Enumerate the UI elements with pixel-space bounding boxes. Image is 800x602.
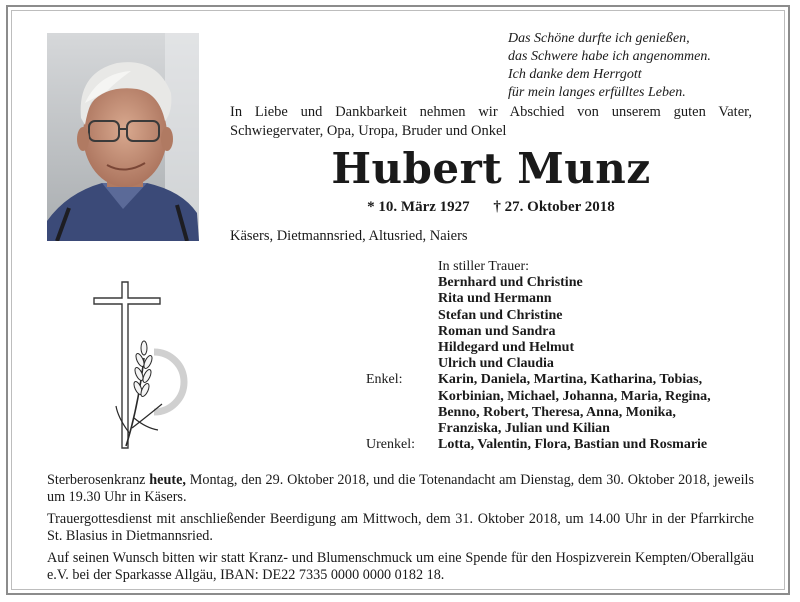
death-date: † 27. Oktober 2018 (493, 199, 615, 215)
child-row (366, 275, 776, 291)
mourners-heading-row (366, 259, 776, 275)
child-row (366, 340, 776, 356)
child-couple: Bernhard und Christine (438, 275, 583, 291)
child-couple: Hildegard und Helmut (438, 340, 575, 356)
enkel-names: Benno, Robert, Theresa, Anna, Monika, (438, 404, 676, 420)
child-couple: Stefan und Christine (438, 307, 563, 323)
cross-icon (88, 278, 188, 453)
intro-text: In Liebe und Dankbarkeit nehmen wir Abschied von unserem guten Vater, Schwiegervater, Opa, Uropa, Bruder und Onkel (230, 104, 752, 139)
rosary-today: heute, (149, 472, 186, 488)
mourners-heading: In stiller Trauer: (438, 259, 529, 274)
portrait-photo (47, 33, 199, 241)
enkel-row (366, 421, 776, 437)
poem-line: Ich danke dem Herrgott (508, 67, 642, 82)
enkel-names: Korbinian, Michael, Johanna, Maria, Regina, (438, 388, 711, 404)
enkel-names: Karin, Daniela, Martina, Katharina, Tobias, (438, 372, 703, 388)
enkel-label: Enkel: (366, 372, 403, 388)
enkel-row (366, 372, 776, 388)
rosary-details: Montag, den 29. Oktober 2018, und die Totenandacht am Dienstag, dem 30. Oktober 2018, jeweils um 19.30 Uhr in Käsers. (47, 472, 754, 505)
rosary-text: Sterberosenkranz (47, 472, 150, 488)
deceased-name: Hubert Munz (331, 144, 651, 193)
poem-line: Das Schöne durfte ich genießen, (508, 31, 690, 46)
donation-notice: Auf seinen Wunsch bitten wir statt Kranz- und Blumenschmuck um eine Spende für den Hospizverein Kempten/Oberallgäu e.V. bei der Sparkasse Allgäu, IBAN: DE22 7335 0000 0000 0182 18. (47, 550, 754, 583)
enkel-row (366, 389, 776, 405)
enkel-row (366, 405, 776, 421)
poem-line: das Schwere habe ich angenommen. (508, 49, 711, 64)
urenkel-row (366, 437, 776, 453)
urenkel-names: Lotta, Valentin, Flora, Bastian und Rosmarie (438, 437, 708, 453)
urenkel-label: Urenkel: (366, 437, 415, 453)
poem (508, 30, 778, 102)
child-row (366, 291, 776, 307)
places: Käsers, Dietmannsried, Altusried, Naiers (230, 228, 468, 244)
child-row (366, 308, 776, 324)
child-couple: Ulrich und Claudia (438, 356, 554, 372)
life-dates (230, 199, 752, 216)
footer-notices (47, 472, 754, 589)
enkel-names: Franziska, Julian und Kilian (438, 421, 610, 437)
child-row (366, 324, 776, 340)
child-couple: Rita und Hermann (438, 291, 552, 307)
child-row (366, 356, 776, 372)
rosary-notice (47, 472, 754, 506)
poem-line: für mein langes erfülltes Leben. (508, 85, 686, 100)
child-couple: Roman und Sandra (438, 323, 556, 339)
mourners-list (366, 259, 776, 453)
funeral-notice: Trauergottesdienst mit anschließender Beerdigung am Mittwoch, dem 31. Oktober 2018, um 14.00 Uhr in der Pfarrkirche St. Blasius in Dietmannsried. (47, 511, 754, 544)
birth-date: * 10. März 1927 (367, 199, 470, 215)
